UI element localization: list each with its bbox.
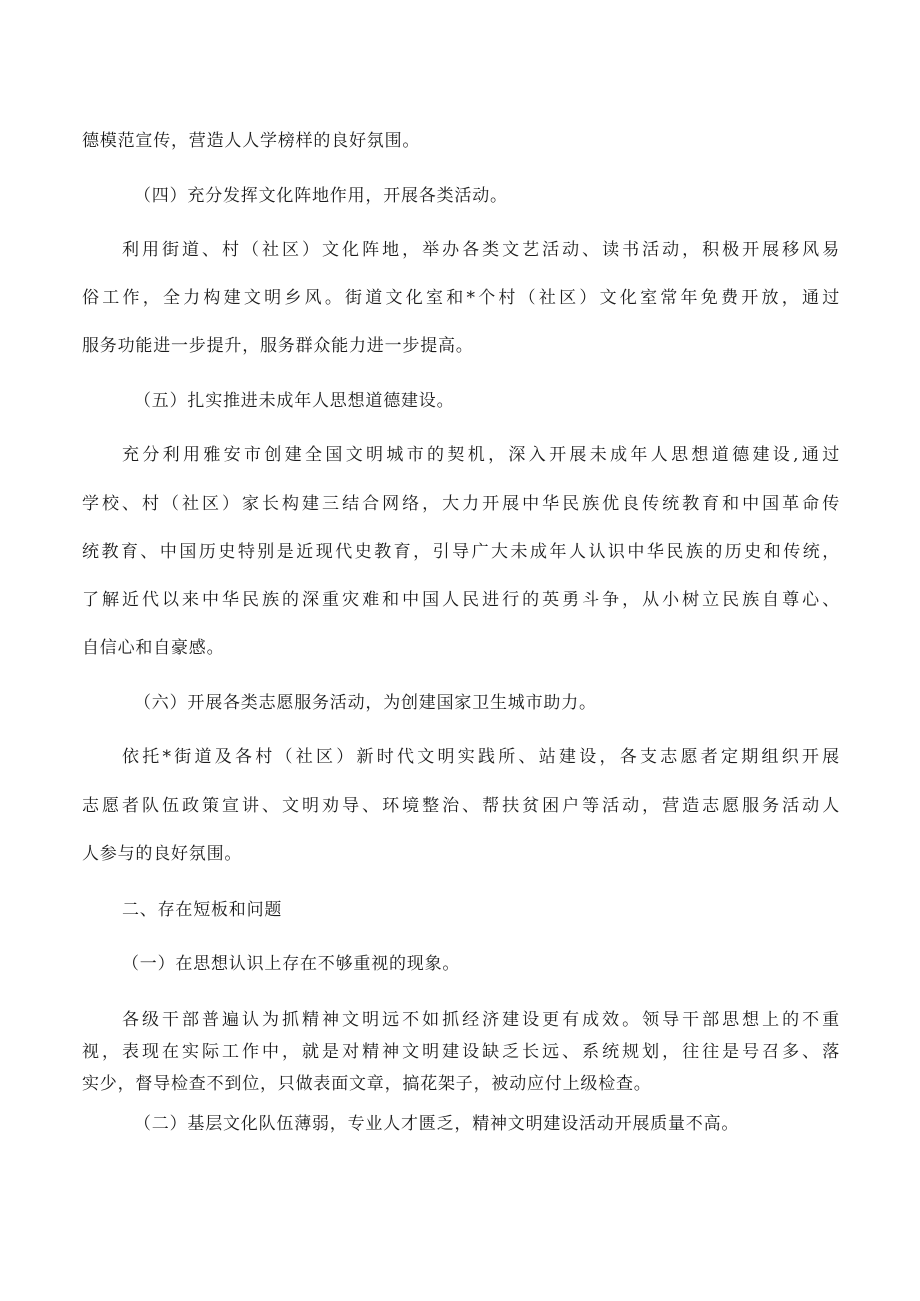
paragraph-line: 服务功能进一步提升，服务群众能力进一步提高。 (82, 336, 474, 356)
sub-heading-1: （一）在思想认识上存在不够重视的现象。 (122, 954, 461, 974)
paragraph-line: 人参与的良好氛围。 (82, 844, 243, 864)
paragraph-line: 各级干部普遍认为抓精神文明远不如抓经济建设更有成效。领导干部思想上的不重 (122, 1010, 840, 1030)
paragraph-line: 视，表现在实际工作中，就是对精神文明建设缺乏长远、系统规划，往往是号召多、落 (82, 1042, 840, 1062)
sub-heading-2: （二）基层文化队伍薄弱，专业人才匮乏，精神文明建设活动开展质量不高。 (134, 1114, 740, 1134)
paragraph-line: 依托*街道及各村（社区）新时代文明实践所、站建设，各支志愿者定期组织开展 (122, 747, 840, 767)
paragraph-line: 实少，督导检查不到位，只做表面文章，搞花架子，被动应付上级检查。 (82, 1074, 652, 1094)
section-heading-6: （六）开展各类志愿服务活动，为创建国家卫生城市助力。 (134, 693, 597, 713)
paragraph-line: 俗工作，全力构建文明乡风。街道文化室和*个村（社区）文化室常年免费开放，通过 (82, 288, 840, 308)
section-heading-4: （四）充分发挥文化阵地作用，开展各类活动。 (134, 186, 508, 206)
paragraph-line: 志愿者队伍政策宣讲、文明劝导、环境整治、帮扶贫困户等活动，营造志愿服务活动人 (82, 796, 840, 816)
paragraph-line: 自信心和自豪感。 (82, 638, 225, 658)
paragraph-line: 了解近代以来中华民族的深重灾难和中国人民进行的英勇斗争，从小树立民族自尊心、 (82, 590, 840, 610)
section-heading-5: （五）扎实推进未成年人思想道德建设。 (134, 391, 455, 411)
continuation-line: 德模范宣传，营造人人学榜样的良好氛围。 (82, 131, 421, 151)
paragraph-line: 学校、村（社区）家长构建三结合网络，大力开展中华民族优良传统教育和中国革命传 (82, 494, 840, 514)
paragraph-line: 统教育、中国历史特别是近现代史教育，引导广大未成年人认识中华民族的历史和传统， (82, 542, 840, 562)
paragraph-line: 充分利用雅安市创建全国文明城市的契机，深入开展未成年人思想道德建设,通过 (122, 445, 840, 465)
paragraph-line: 利用街道、村（社区）文化阵地，举办各类文艺活动、读书活动，积极开展移风易 (122, 240, 840, 260)
part-two-heading: 二、存在短板和问题 (122, 900, 283, 920)
